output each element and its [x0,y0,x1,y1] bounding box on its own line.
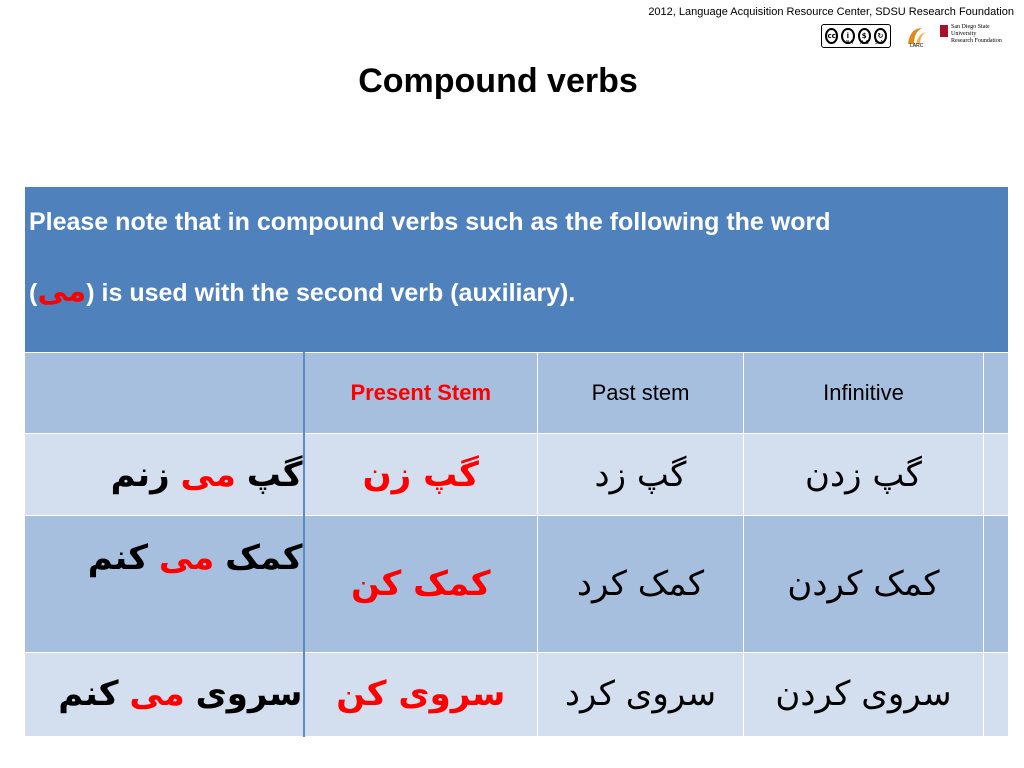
present-suffix: زنم [110,454,170,495]
creative-commons-logo [821,24,891,48]
present-tense-cell [25,516,304,652]
present-suffix: کنم [58,674,119,715]
cc-badge-text: BY NC SA [846,40,886,46]
present-stem-cell: کمک کن [304,516,538,652]
header-present-stem: Present Stem [304,352,538,433]
present-prefix: گپ [246,454,303,495]
table-row [25,516,1009,652]
note-line-1: Please note that in compound verbs such as the following the word [29,208,831,236]
larc-logo [904,24,930,50]
mi-prefix: می [158,538,215,579]
header-infinitive: Infinitive [744,352,984,433]
row-spacer [984,433,1009,515]
larc-label: LARC [910,43,924,49]
past-stem-cell: سروی کرد [538,652,744,736]
cc-icon: cc [825,28,838,44]
header-empty [25,352,304,433]
sdsu-line-3: Research Foundation [951,38,1002,44]
past-stem-cell: گپ زد [538,433,744,515]
note-cell [25,187,1009,353]
header-past-stem: Past stem [538,352,744,433]
sdsu-research-foundation-logo [940,24,1010,50]
past-stem-cell: کمک کرد [538,516,744,652]
compound-verbs-table [24,186,1009,737]
present-prefix: کمک [225,538,303,579]
nc-icon: $ [858,28,871,44]
by-icon: i [841,28,854,44]
present-stem-cell: گپ زن [304,433,538,515]
note-line-2-rest: ) is used with the second verb (auxiliary). [86,279,576,307]
note-line-2 [29,257,1008,328]
page-title: Compound verbs [358,62,638,100]
infinitive-cell: کمک کردن [744,516,984,652]
header-row [25,352,1009,433]
sdsu-line-2: University [951,31,977,37]
infinitive-cell: سروی کردن [744,652,984,736]
infinitive-cell: گپ زدن [744,433,984,515]
note-open-paren: ( [29,279,38,307]
mi-prefix: می [180,454,236,495]
present-tense-cell [25,433,304,515]
mi-word: می [37,274,87,309]
table-row [25,652,1009,736]
row-spacer [984,652,1009,736]
present-suffix: کنم [87,538,149,579]
sdsu-mark-icon [940,25,948,37]
present-prefix: سروی [195,674,303,715]
present-tense-cell [25,652,304,736]
present-stem-cell: سروی کن [304,652,538,736]
mi-prefix: می [129,674,185,715]
header-spacer [984,352,1009,433]
credit-text: 2012, Language Acquisition Resource Center, SDSU Research Foundation [648,6,1014,18]
row-spacer [984,516,1009,652]
sdsu-line-1: San Diego State [951,24,990,30]
table-row [25,433,1009,515]
sa-icon: ↻ [874,28,887,44]
